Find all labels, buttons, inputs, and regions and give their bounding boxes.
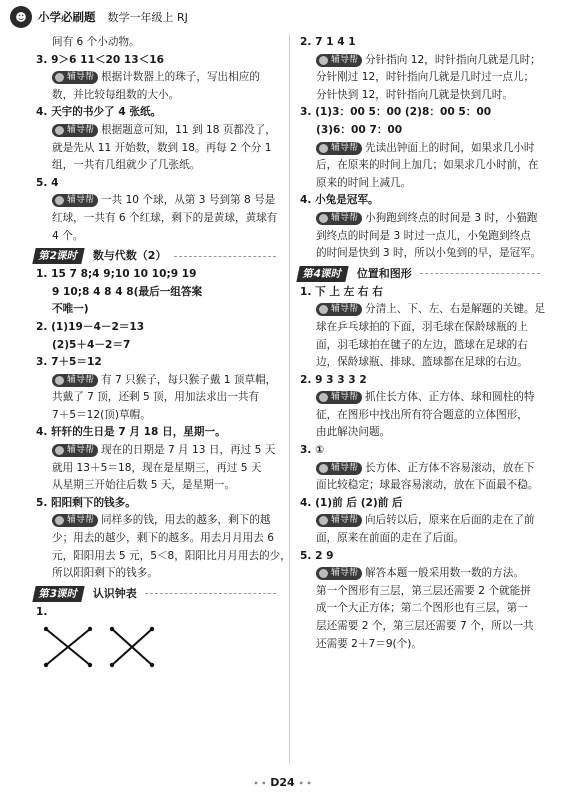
answer-s4q4: 4. (1)前 后 (2)前 后 xyxy=(300,496,403,509)
answer-s2q1-cont: 9 10;8 4 8 4 8(最后一组答案 xyxy=(52,285,203,298)
hint-line: 4 个。 xyxy=(52,229,84,242)
hint-line: 共戴了 7 顶，还剩 5 顶，用加法求出一共有 xyxy=(52,391,260,404)
answer-s2q2-cont: (2)5＋4－2＝7 xyxy=(52,338,131,351)
hint-line: 少；用去的越少，剩下的越多。用去月月用去 6 xyxy=(52,532,274,545)
lesson-badge: 第3课时 xyxy=(32,586,84,602)
hint-tag: 辅导帮 xyxy=(316,142,362,155)
answer-q5: 5. 4 xyxy=(36,176,59,189)
answer-s2q2: 2. (1)19－4－2＝13 xyxy=(36,320,145,333)
hint-tag: 辅导帮 xyxy=(316,514,362,527)
hint-line: 还需要 2＋7＝9(个)。 xyxy=(316,637,423,650)
page-footer xyxy=(0,776,565,789)
answer-r4: 4. 小兔是冠军。 xyxy=(300,194,379,207)
section-header-lesson-4 xyxy=(298,265,540,283)
answer-s2q3: 3. 7＋5＝12 xyxy=(36,356,102,369)
answer-s4q1: 1. 下 上 左 右 右 xyxy=(300,285,383,298)
match-dot xyxy=(44,663,48,667)
footer-dot-icon: • • xyxy=(253,779,267,788)
match-dot xyxy=(110,663,114,667)
section-header-lesson-3 xyxy=(34,585,276,603)
answer-r3-cont: (3)6：00 7：00 xyxy=(316,123,403,136)
hint-line: 所以阳阳剩下的钱多。 xyxy=(52,567,158,580)
hint-line: 辅导帮 现在的日期是 7 月 13 日，再过 5 天 xyxy=(36,442,276,460)
hint-tag: 辅导帮 xyxy=(316,391,362,404)
hint-tag: 辅导帮 xyxy=(316,212,362,225)
hint-line: 第一个图形有三层，第三层还需要 2 个就能拼 xyxy=(316,584,531,597)
hint-line: 的时间是快到 3 时，所以小兔到的早，是冠军。 xyxy=(316,247,542,260)
match-dot xyxy=(88,663,92,667)
hint-tag: 辅导帮 xyxy=(52,194,98,207)
answer-q3: 3. 9＞6 11＜20 13＜16 xyxy=(36,53,164,66)
hint-tag: 辅导帮 xyxy=(316,462,362,475)
text-line: 间有 6 个小动物。 xyxy=(52,36,140,48)
hint-line: 辅导帮 分清上、下、左、右是解题的关键。足 xyxy=(300,301,540,319)
page-header xyxy=(10,6,188,28)
answer-s2q1-cont: 不唯一) xyxy=(52,303,89,316)
column-divider xyxy=(289,34,290,764)
answer-s4q5: 5. 2 9 xyxy=(300,549,334,562)
section-rule xyxy=(145,593,276,594)
hint-tag: 辅导帮 xyxy=(316,303,362,316)
match-dot xyxy=(150,627,154,631)
answer-s3q1: 1. xyxy=(36,605,48,618)
hint-line: 成一个大正方体；第二个图形也有三层，第一 xyxy=(316,602,528,615)
hint-line: 辅导帮 同样多的钱，用去的越多，剩下的越 xyxy=(36,512,276,530)
section-header-lesson-2 xyxy=(34,247,276,265)
hint-line: 辅导帮 解答本题一般采用数一数的方法。 xyxy=(300,565,540,583)
matching-lines-figure xyxy=(40,625,160,669)
section-rule xyxy=(420,273,540,274)
lesson-title: 数与代数（2） xyxy=(92,249,167,263)
hint-line: 7＋5＝12(顶)草帽。 xyxy=(52,408,151,421)
hint-line: 从星期三开始往后数 5 天，是星期一。 xyxy=(52,479,235,492)
hint-line: 辅导帮 长方体、正方体不容易滚动，放在下 xyxy=(300,460,540,478)
hint-line: 辅导帮 根据题意可知，11 到 18 页都没了， xyxy=(36,122,276,140)
hint-line: 面，原来在前面的走在了后面。 xyxy=(316,532,465,545)
answer-s4q3: 3. ① xyxy=(300,444,325,457)
hint-line: 后，在原来的时间上加几；如果求几小时前，在 xyxy=(316,159,539,172)
answer-s2q5: 5. 阳阳剩下的钱多。 xyxy=(36,496,136,509)
answer-q4: 4. 天宇的书少了 4 张纸。 xyxy=(36,106,162,119)
match-dot xyxy=(88,627,92,631)
hint-line: 层还需要 2 个，第三层还需要 7 个，所以一共 xyxy=(316,620,534,632)
hint-line: 到终点的时间是 3 时过一点儿，小兔跑到终点 xyxy=(316,229,531,242)
hint-tag: 辅导帮 xyxy=(316,567,362,580)
right-column xyxy=(300,34,546,653)
hint-line: 数，并比较每组数的大小。 xyxy=(52,88,180,101)
hint-line: 征，在图形中找出所有符合题意的立体图形， xyxy=(316,408,528,421)
brand-logo-icon: ☻ xyxy=(10,6,32,28)
hint-line: 辅导帮 向后转以后，原来在后面的走在了前 xyxy=(300,512,540,530)
hint-line: 辅导帮 先读出钟面上的时间，如果求几小时 xyxy=(300,140,540,158)
lesson-title: 位置和图形 xyxy=(356,266,412,280)
hint-line: 就用 13＋5＝18，现在是星期三，再过 5 天 xyxy=(52,461,262,474)
hint-tag: 辅导帮 xyxy=(52,514,98,527)
hint-tag: 辅导帮 xyxy=(52,444,98,457)
hint-line: 球在乒乓球拍的下面，羽毛球在保龄球瓶的上 xyxy=(316,320,528,333)
hint-tag: 辅导帮 xyxy=(316,54,362,67)
hint-line: 组，一共有几组就少了几张纸。 xyxy=(52,159,201,172)
answer-r2: 2. 7 1 4 1 xyxy=(300,36,356,48)
hint-line: 辅导帮 抓住长方体、正方体、球和圆柱的特 xyxy=(300,389,540,407)
lesson-badge: 第2课时 xyxy=(32,248,84,264)
match-dot xyxy=(44,627,48,631)
hint-line: 辅导帮 小狗跑到终点的时间是 3 时，小猫跑 xyxy=(300,210,540,228)
hint-line: 面，羽毛球拍在毽子的左边，篮球在足球的右 xyxy=(316,338,528,351)
hint-line: 辅导帮 有 7 只猴子，每只猴子戴 1 顶草帽， xyxy=(36,372,276,390)
subject-label: 数学一年级上 RJ xyxy=(107,11,188,24)
hint-line: 边，保龄球瓶、排球、篮球都在足球的右边。 xyxy=(316,356,528,369)
hint-line: 红球，一共有 6 个红球，剩下的是黄球，黄球有 xyxy=(52,211,278,224)
footer-dot-icon: • • xyxy=(298,779,312,788)
lesson-title: 认识钟表 xyxy=(92,587,137,601)
hint-tag: 辅导帮 xyxy=(52,71,98,84)
hint-line: 就是先从 11 开始数，数到 18。再每 2 个分 1 xyxy=(52,141,272,154)
hint-line: 分针刚过 12，时针指向几就是几时过一点儿； xyxy=(316,71,535,84)
section-rule xyxy=(174,256,276,257)
hint-line: 由此解决问题。 xyxy=(316,426,391,439)
hint-line: 辅导帮 根据计数器上的珠子，写出相应的 xyxy=(36,69,276,87)
match-dot xyxy=(150,663,154,667)
page-number: D24 xyxy=(270,776,295,789)
match-dot xyxy=(110,627,114,631)
hint-line: 辅导帮 分针指向 12，时针指向几就是几时； xyxy=(300,52,540,70)
hint-tag: 辅导帮 xyxy=(52,124,98,137)
hint-line: 元，阳阳用去 5 元，5＜8，阳阳比月月用去的少， xyxy=(52,549,291,562)
brand-name: 小学必刷题 xyxy=(38,10,96,24)
hint-line: 面比较稳定；球最容易滚动，放在下面最不稳。 xyxy=(316,479,539,492)
hint-line: 原来的时间上减几。 xyxy=(316,176,412,189)
answer-s2q1: 1. 15 7 8;4 9;10 10 10;9 19 xyxy=(36,268,197,281)
hint-tag: 辅导帮 xyxy=(52,374,98,387)
left-column xyxy=(36,34,291,676)
answer-s4q2: 2. 9 3 3 3 2 xyxy=(300,373,367,386)
hint-line: 分针快到 12，时针指向几就是快到几时。 xyxy=(316,88,513,101)
answer-r3: 3. (1)3：00 5：00 (2)8：00 5：00 xyxy=(300,106,492,119)
lesson-badge: 第4课时 xyxy=(296,266,348,282)
answer-s2q4: 4. 轩轩的生日是 7 月 18 日，星期一。 xyxy=(36,426,226,439)
hint-line: 辅导帮 一共 10 个球，从第 3 号到第 8 号是 xyxy=(36,192,276,210)
